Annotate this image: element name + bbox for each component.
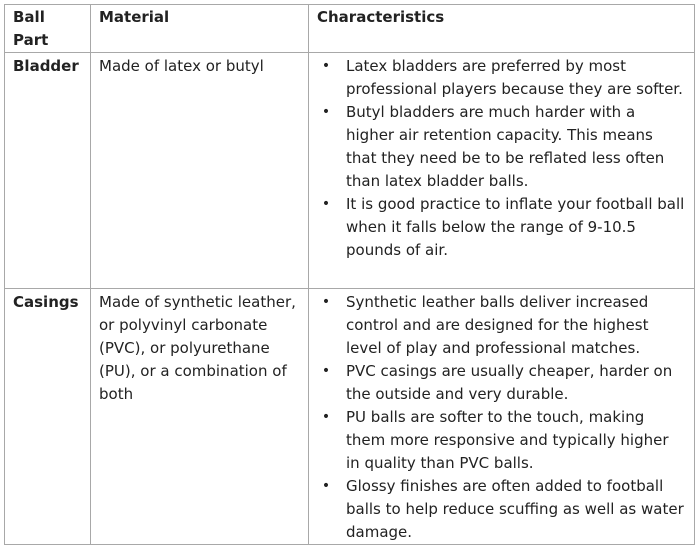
material-cell: Made of synthetic leather, or polyvinyl carbonate (PVC), or polyurethane (PU), or a combination of both [91,289,309,545]
header-ball-part: Ball Part [5,5,91,53]
list-item: • It is good practice to inflate your football ball when it falls below the range of 9-10.5 pounds of air. [321,195,685,259]
part-name-cell: Casings [5,289,91,545]
list-item: • Butyl bladders are much harder with a higher air retention capacity. This means that they need be to be reflated less often than latex bladder balls. [321,103,665,190]
list-item: • Latex bladders are preferred by most professional players because they are softer. [321,57,683,98]
header-material: Material [91,5,309,53]
list-item: • PU balls are softer to the touch, making them more responsive and typically higher in quality than PVC balls. [321,408,669,472]
characteristics-cell [309,289,695,545]
list-item: • PVC casings are usually cheaper, harder on the outside and very durable. [321,362,673,403]
table-row-bladder [5,53,695,289]
table-header-row [5,5,695,53]
material-cell: Made of latex or butyl [91,53,309,289]
bullet-icon: • [321,196,331,212]
table-row-casings [5,289,695,545]
bullet-icon: • [321,58,331,74]
bullet-icon: • [321,409,331,425]
bullet-icon: • [321,104,331,120]
ball-parts-table [4,4,695,545]
list-item: • Synthetic leather balls deliver increased control and are designed for the highest level of play and professional matches. [321,293,649,357]
bullet-icon: • [321,294,331,310]
bullet-icon: • [321,478,331,494]
characteristics-cell [309,53,695,289]
header-characteristics: Characteristics [309,5,695,53]
characteristics-list [317,291,686,544]
part-name-cell: Bladder [5,53,91,289]
bullet-icon: • [321,363,331,379]
characteristics-list [317,55,686,262]
list-item: • Glossy finishes are often added to football balls to help reduce scuffing as well as water damage. [321,477,684,541]
